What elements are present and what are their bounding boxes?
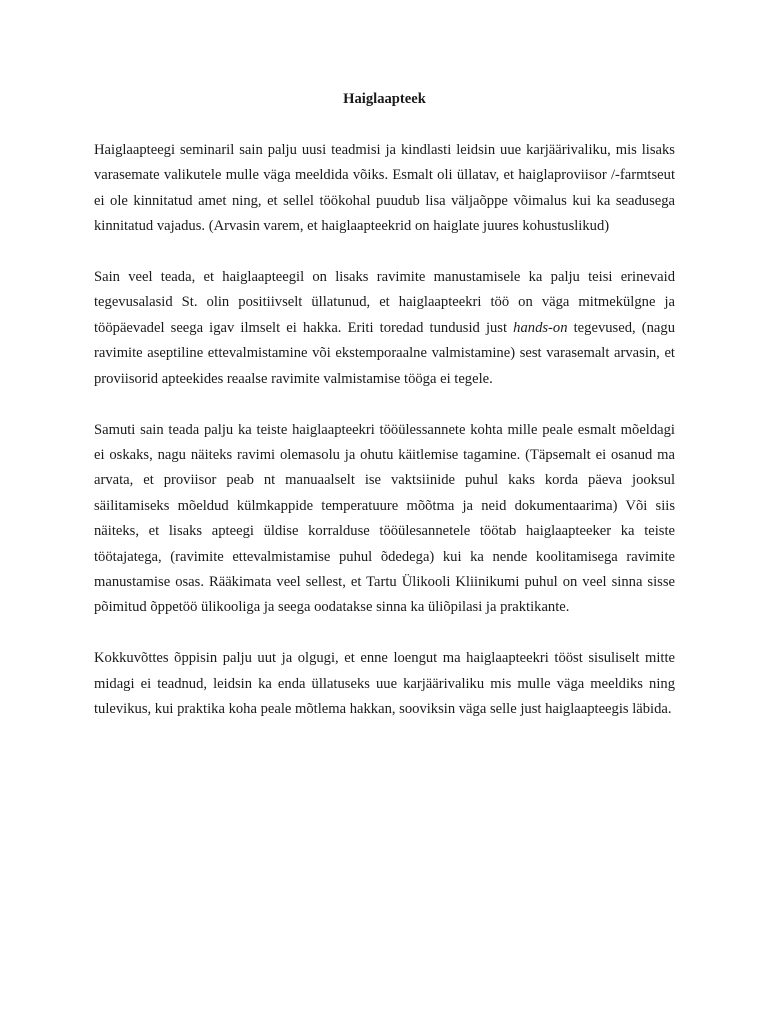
paragraph-1: Haiglaapteegi seminaril sain palju uusi teadmisi ja kindlasti leidsin uue karjäärivaliku, mis lisaks varasemate valikutele mulle väga meeldida võiks. Esmalt oli üllatav, et haiglaproviisor /-farmtseut ei ole kinnitatud amet ning, et sellel töökohal puudub lisa väljaõppe võimalus kui ka seadusega kinnitatud vajadus. (Arvasin varem, et haiglaapteekrid on haiglate juures kohustuslikud) [94, 141, 675, 235]
paragraph-2-text-before: Sain veel teada, et haiglaapteegil on lisaks ravimite manustamisele ka palju teisi erinevaid tegevusalasid St. olin positiivselt üllatunud, et haiglaapteekri töö on väga mitmekülgne ja tööpäevadel seega igav ilmselt ei hakka. Eriti toredad tundusid just [94, 269, 675, 336]
paragraph-3: Samuti sain teada palju ka teiste haiglaapteekri tööülessannete kohta mille peale esmalt mõeldagi ei oskaks, nagu näiteks ravimi olemasolu ja ohutu käitlemise tagamine. (Täpsemalt ei osanud ma arvata, et proviisor peab nt manuaalselt ise vaktsiinide puhul kaks korda päeva jooksul säilitamiseks mõeldud külmkappide temperatuure mõõtma ja neid dokumentaarima) Või siis näiteks, et lisaks apteegi üldise korralduse tööülesannetele töötab haiglaapteeker ka teiste töötajatega, (ravimite ettevalmistamise puhul õdedega) kui ka nende koolitamisega ravimite manustamise osas. Rääkimata veel sellest, et Tartu Ülikooli Kliinikumi puhul on veel sinna sisse põimitud õppetöö ülikooliga ja seega oodatakse sinna ka üliõpilasi ja praktikante. [94, 421, 675, 616]
paragraph-4: Kokkuvõttes õppisin palju uut ja olgugi, et enne loengut ma haiglaapteekri tööst sisuliselt mitte midagi ei teadnud, leidsin ka enda üllatuseks uue karjäärivaliku mis mulle väga meeldiks ning tulevikus, kui praktika koha peale mõtlema hakkan, sooviksin väga selle just haiglaapteegis läbida. [94, 650, 675, 718]
paragraph-2-emphasis: hands-on [513, 319, 568, 336]
paragraph-2 [94, 265, 675, 392]
document-title: Haiglaapteek [343, 91, 426, 107]
document-body [94, 87, 675, 748]
paragraph-2-text-after: tegevused, (nagu ravimite aseptiline ettevalmistamine või ekstemporaalne valmistamine) sest varasemalt arvasin, et proviisorid apteekides reaalse ravimite valmistamise tööga ei tegele. [94, 319, 675, 387]
